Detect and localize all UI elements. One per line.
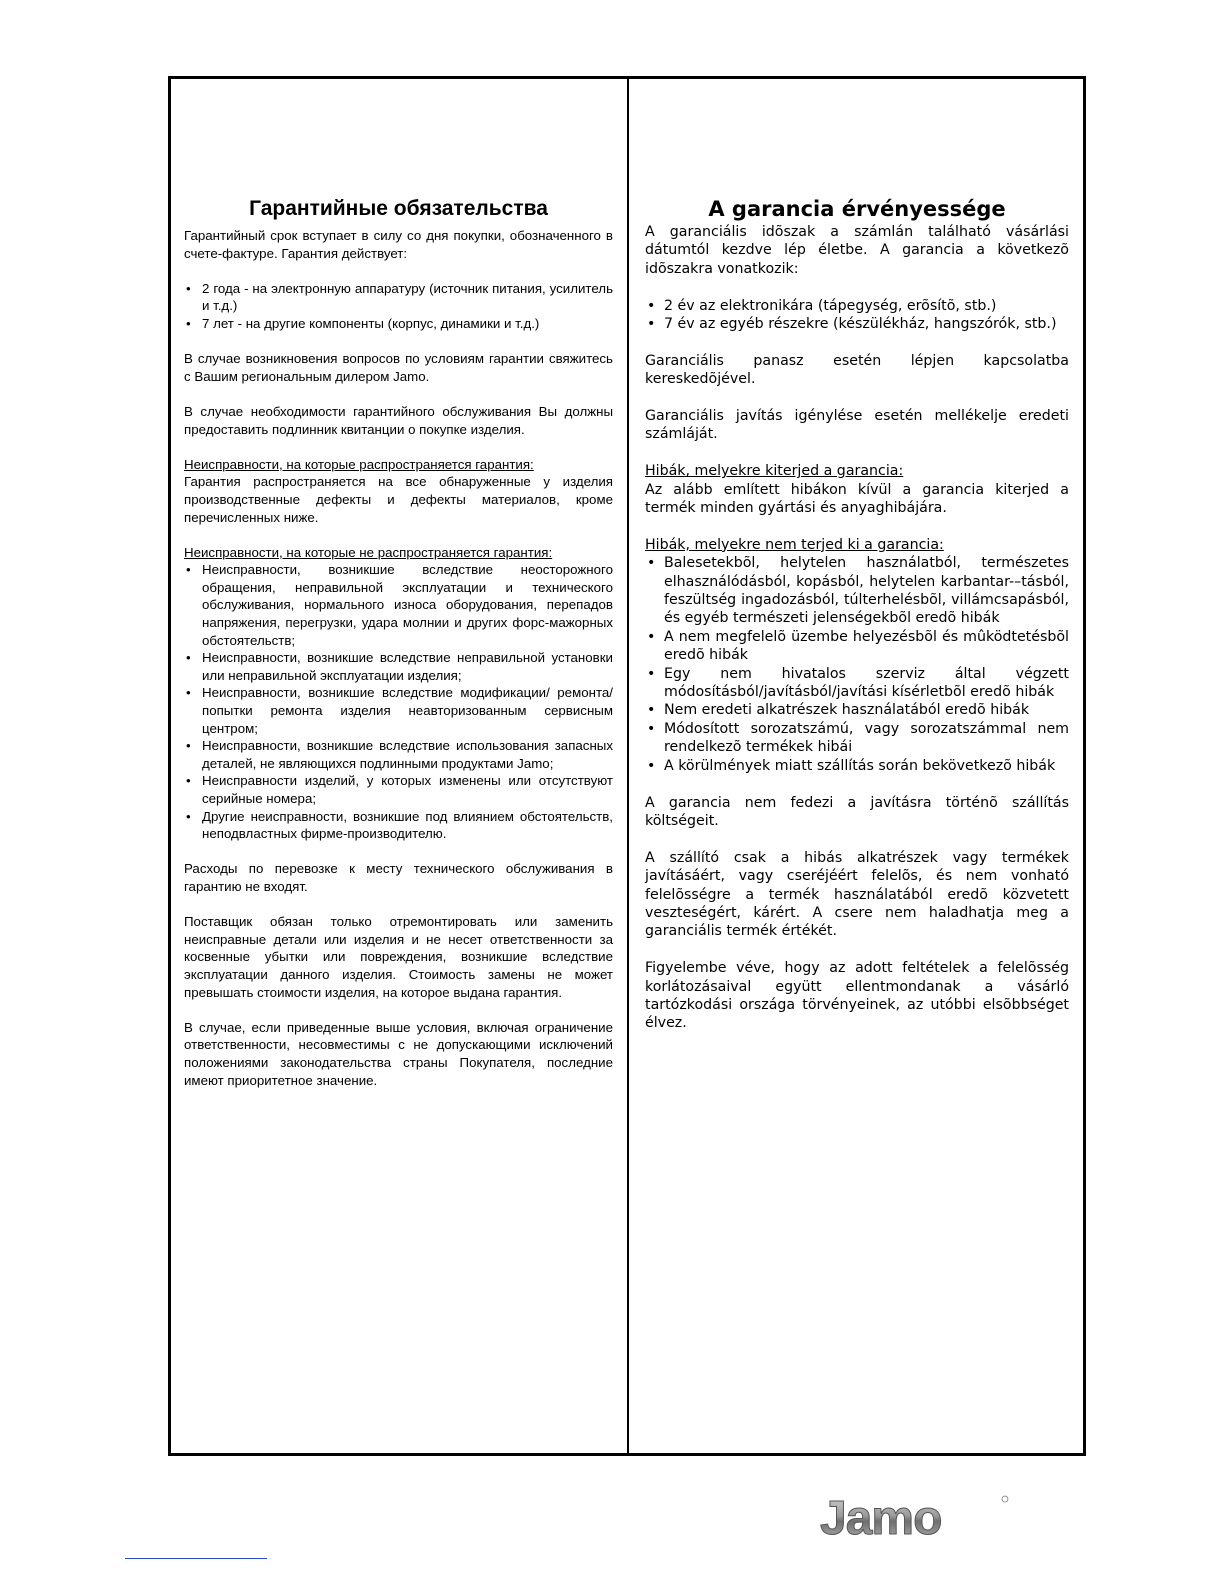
hungarian-term-electronics: • 2 év az elektronikára (tápegység, erõsítõ, stb.)	[664, 297, 1069, 315]
logo-wordmark: Jamo	[820, 1492, 942, 1540]
list-item: • Неисправности изделий, у которых изменены или отсутствуют серийные номера;	[202, 772, 613, 807]
russian-term-components: • 7 лет - на другие компоненты (корпус, динамики и т.д.)	[202, 315, 613, 333]
list-item: • A körülmények miatt szállítás során bekövetkezõ hibák	[664, 757, 1069, 775]
hungarian-receipt: Garanciális javítás igénylése esetén mellékelje eredeti számláját.	[645, 408, 1069, 443]
hungarian-contact: Garanciális panasz esetén lépjen kapcsolatba kereskedõjével.	[645, 352, 1069, 388]
document-frame	[168, 76, 1086, 1456]
russian-contact: В случае возникновения вопросов по условиям гарантии свяжитесь с Вашим региональным дилером Jamo.	[184, 351, 613, 384]
russian-law: В случае, если приведенные выше условия, включая ограничение ответственности, несовместимы с не допускающими исключений положениями законодательства страны Покупателя, последние имеют приоритетное значение.	[184, 1019, 613, 1088]
hungarian-covered-heading: Hibák, melyekre kiterjed a garancia:	[645, 463, 904, 480]
hungarian-title: A garancia érvényessége	[708, 197, 1006, 221]
hungarian-covered-text: Az alább említett hibákon kívül a garancia kiterjed a termék minden gyártási és anyaghibájára.	[645, 481, 1069, 517]
list-item: • Balesetekbõl, helytelen használatból, természetes elhasználódásból, kopásból, helytelen karbantar-–tásból, feszültség ingadozásból, túlterhelésbõl, villámcsapásból, és egyéb természeti jelenségekbõl eredõ hibák	[664, 554, 1069, 628]
hungarian-column	[629, 79, 1083, 1453]
hungarian-not-covered-list	[645, 554, 1069, 775]
russian-shipping: Расходы по перевозке к месту технического обслуживания в гарантию не входят.	[184, 861, 613, 894]
list-item: • Неисправности, возникшие вследствие модификации/ ремонта/попытки ремонта изделия неавторизованным сервисным центром;	[202, 684, 613, 737]
list-item: • Módosított sorozatszámú, vagy sorozatszámmal nem rendelkezõ termékek hibái	[664, 720, 1069, 757]
hungarian-intro: A garanciális idõszak a számlán található vásárlási dátumtól kezdve lép életbe. A garancia a következõ idõszakra vonatkozik:	[645, 224, 1069, 277]
list-item: • Nem eredeti alkatrészek használatából eredõ hibák	[664, 701, 1069, 719]
list-item: • A nem megfelelõ üzembe helyezésbõl és mûködtetésbõl eredõ hibák	[664, 628, 1069, 665]
hungarian-not-covered-heading: Hibák, melyekre nem terjed ki a garancia:	[645, 536, 944, 553]
russian-not-covered-heading: Неисправности, на которые не распространяется гарантия:	[184, 544, 553, 560]
list-item: • Неисправности, возникшие вследствие неправильной установки или неправильной эксплуатации изделия;	[202, 649, 613, 684]
hungarian-shipping: A garancia nem fedezi a javításra történõ szállítás költségeit.	[645, 794, 1069, 829]
russian-intro: Гарантийный срок вступает в силу со дня покупки, обозначенного в счете-фактуре. Гарантия действует:	[184, 228, 613, 261]
russian-column	[171, 79, 629, 1453]
registered-mark-icon	[1002, 1496, 1008, 1502]
russian-term-electronics: • 2 года - на электронную аппаратуру (источник питания, усилитель и т.д.)	[202, 280, 613, 315]
russian-liability: Поставщик обязан только отремонтировать или заменить неисправные детали или изделия и не несет ответственности за косвенные убытки или повреждения, возникшие вследствие эксплуатации данного изделия. Стоимость замены не может превышать стоимости изделия, на которое выдана гарантия.	[184, 914, 613, 1000]
russian-title: Гарантийные обязательства	[249, 197, 548, 220]
russian-terms-list	[184, 280, 613, 333]
hungarian-term-components: • 7 év az egyéb részekre (készülékház, hangszórók, stb.)	[664, 315, 1069, 333]
list-item: • Egy nem hivatalos szerviz által végzett módosításból/javításból/javítási kísérletbõl eredõ hibák	[664, 665, 1069, 702]
hungarian-law: Figyelembe véve, hogy az adott feltételek a felelõsség korlátozásaival együtt ellentmondanak a vásárló tartózkodási országa törvényeinek, az utóbbi elsõbbséget élvez.	[645, 960, 1069, 1032]
list-item: • Неисправности, возникшие вследствие использования запасных деталей, не являющихся подлинными продуктами Jamo;	[202, 737, 613, 772]
footer-link-line	[125, 1558, 267, 1559]
list-item: • Неисправности, возникшие вследствие неосторожного обращения, неправильной эксплуатации и технического обслуживания, нормального износа оборудования, перепадов напряжения, перегрузки, удара молнии и других форс-мажорных обстоятельств;	[202, 561, 613, 649]
russian-covered-text: Гарантия распространяется на все обнаруженные у изделия производственные дефекты и дефекты материалов, кроме перечисленных ниже.	[184, 474, 613, 525]
russian-covered-heading: Неисправности, на которые распространяется гарантия:	[184, 456, 534, 472]
hungarian-terms-list	[645, 297, 1069, 334]
hungarian-liability: A szállító csak a hibás alkatrészek vagy termékek javításáért, vagy cseréjéért felelõs, és nem vonható felelõsségre a termék használatából eredõ közvetett veszteségért, kárért. A csere nem haladhatja meg a garanciális termék értékét.	[645, 849, 1069, 940]
list-item: • Другие неисправности, возникшие под влиянием обстоятельств, неподвластных фирме-производителю.	[202, 808, 613, 843]
russian-not-covered-list	[184, 561, 613, 843]
russian-receipt: В случае необходимости гарантийного обслуживания Вы должны предоставить подлинник квитанции о покупке изделия.	[184, 403, 613, 437]
jamo-logo	[818, 1492, 1014, 1540]
